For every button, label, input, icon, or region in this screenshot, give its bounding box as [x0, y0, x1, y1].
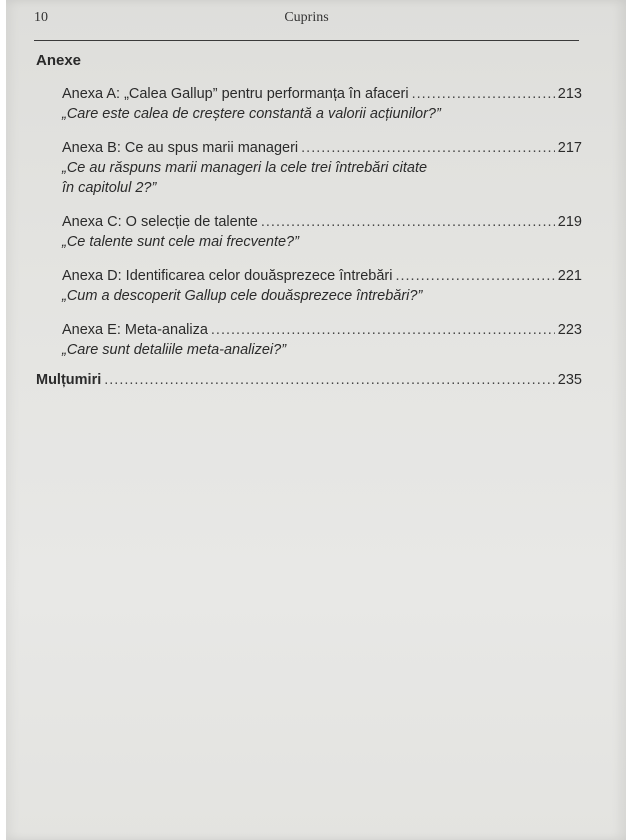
dot-leader: [301, 138, 555, 158]
toc-entry-anexa-b: [62, 138, 582, 198]
toc-line: [62, 320, 582, 340]
dot-leader: [261, 212, 555, 232]
toc-entry-multumiri: [36, 370, 582, 390]
toc-line: [36, 370, 582, 390]
toc-entry-subtitle-cont: în capitolul 2?”: [62, 180, 157, 196]
toc-line: [62, 84, 582, 104]
toc-entry-title: Anexa B: Ce au spus marii manageri: [62, 140, 299, 156]
toc-entry-title: Anexa A: „Calea Gallup” pentru performanța în afaceri: [62, 86, 409, 102]
toc-entry-anexa-a: [62, 84, 582, 124]
toc-entry-title: Mulțumiri: [36, 372, 102, 388]
toc-entry-anexa-e: [62, 320, 582, 360]
toc-entry-subtitle: „Cum a descoperit Gallup cele douăsprezece întrebări?”: [62, 288, 423, 304]
toc-page-number: 223: [557, 322, 582, 338]
page-number: 10: [34, 10, 48, 25]
running-title: Cuprins: [284, 10, 329, 25]
toc-entry-anexa-d: [62, 266, 582, 306]
toc-entry-title: Anexa E: Meta-analiza: [62, 322, 208, 338]
toc-page-number: 221: [557, 268, 582, 284]
book-page: [6, 0, 626, 840]
toc-line: [62, 266, 582, 286]
toc-entry-title: Anexa D: Identificarea celor douăsprezece întrebări: [62, 268, 393, 284]
dot-leader: [104, 370, 555, 390]
toc-entry-subtitle: „Care sunt detaliile meta-analizei?”: [62, 342, 287, 358]
toc-entry-subtitle: „Care este calea de creștere constantă a valorii acțiunilor?”: [62, 106, 441, 122]
toc-line: [62, 212, 582, 232]
dot-leader: [412, 84, 555, 104]
toc-line: [62, 138, 582, 158]
dot-leader: [395, 266, 554, 286]
toc-page-number: 235: [557, 372, 582, 388]
toc-entry-subtitle: „Ce talente sunt cele mai frecvente?”: [62, 234, 299, 250]
toc-page-number: 219: [557, 214, 582, 230]
header-rule: [34, 40, 579, 41]
section-heading: Anexe: [36, 52, 82, 69]
toc-entry-anexa-c: [62, 212, 582, 252]
page-header: [34, 10, 579, 34]
toc-entry-subtitle: „Ce au răspuns marii manageri la cele trei întrebări citate: [62, 160, 428, 176]
toc-entries: [62, 84, 582, 374]
toc-entry-title: Anexa C: O selecție de talente: [62, 214, 258, 230]
dot-leader: [211, 320, 555, 340]
toc-page-number: 217: [557, 140, 582, 156]
toc-page-number: 213: [557, 86, 582, 102]
